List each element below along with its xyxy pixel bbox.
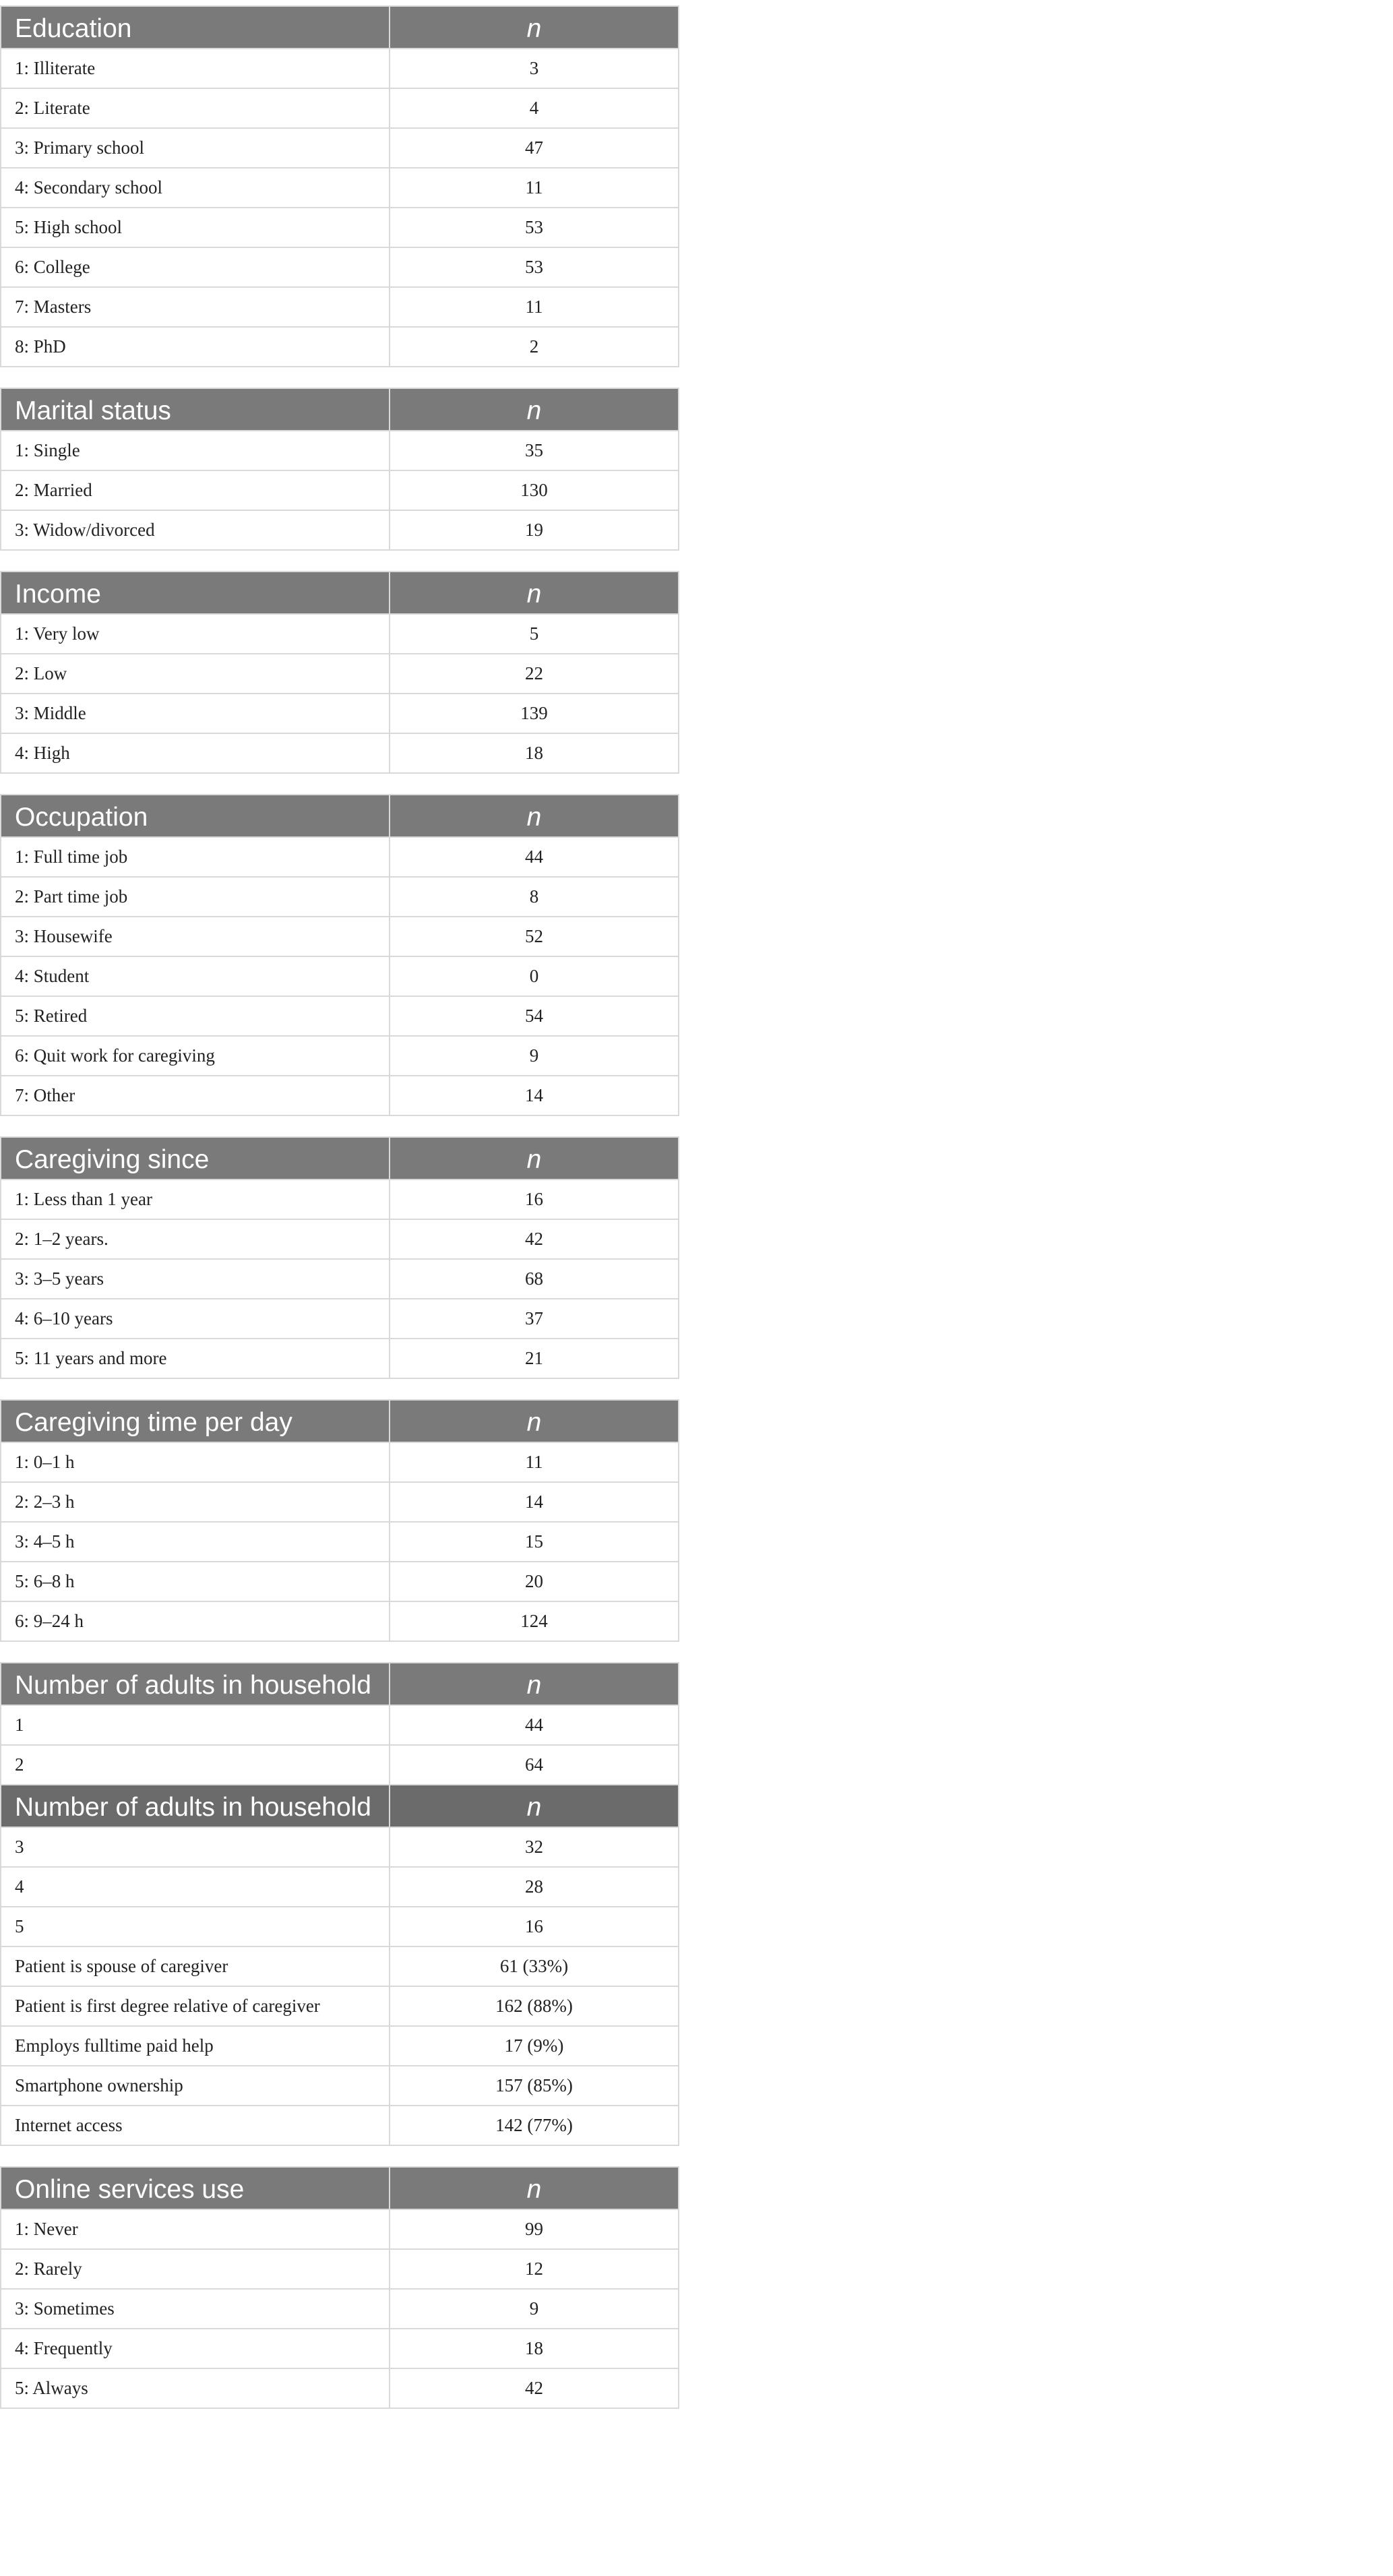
row-label: 5: Retired (1, 996, 390, 1036)
table-row (1, 2249, 679, 2289)
row-value: 8 (390, 877, 679, 917)
row-value: 17 (9%) (390, 2026, 679, 2066)
row-value: 5 (390, 614, 679, 654)
row-label: Internet access (1, 2106, 390, 2145)
column-header-n: n (390, 572, 679, 614)
row-value: 18 (390, 733, 679, 773)
table-header-row (1, 1400, 679, 1442)
table-row (1, 2289, 679, 2329)
table-header-row (1, 572, 679, 614)
table-row (1, 247, 679, 287)
row-value: 4 (390, 88, 679, 128)
data-table (0, 2166, 679, 2409)
column-header-n: n (390, 1785, 679, 1827)
row-label: 1: Single (1, 431, 390, 470)
column-header-n: n (390, 388, 679, 431)
column-header-label: Income (1, 572, 390, 614)
table-row (1, 2209, 679, 2249)
table-row (1, 996, 679, 1036)
row-value: 162 (88%) (390, 1986, 679, 2026)
row-label: 1: Illiterate (1, 49, 390, 88)
row-label: 1: 0–1 h (1, 1442, 390, 1482)
column-header-label: Marital status (1, 388, 390, 431)
row-label: 2: Low (1, 654, 390, 694)
row-label: Patient is spouse of caregiver (1, 1946, 390, 1986)
table-row (1, 1036, 679, 1076)
row-label: 1: Less than 1 year (1, 1179, 390, 1219)
row-value: 16 (390, 1907, 679, 1946)
column-header-n: n (390, 6, 679, 49)
column-header-n: n (390, 1663, 679, 1705)
row-value: 14 (390, 1076, 679, 1115)
row-value: 14 (390, 1482, 679, 1522)
table-row (1, 1482, 679, 1522)
row-value: 64 (390, 1745, 679, 1785)
row-value: 52 (390, 917, 679, 956)
row-label: 2: Married (1, 470, 390, 510)
table-row (1, 694, 679, 733)
table-row (1, 2368, 679, 2408)
row-label: 3: 3–5 years (1, 1259, 390, 1299)
row-label: 2: 2–3 h (1, 1482, 390, 1522)
row-label: 5 (1, 1907, 390, 1946)
table-row (1, 327, 679, 367)
row-label: 2: Literate (1, 88, 390, 128)
row-value: 11 (390, 1442, 679, 1482)
row-value: 42 (390, 1219, 679, 1259)
row-label: 1: Very low (1, 614, 390, 654)
demographics-tables (0, 5, 678, 2429)
row-value: 130 (390, 470, 679, 510)
row-value: 0 (390, 956, 679, 996)
table-header-row (1, 1137, 679, 1179)
row-value: 142 (77%) (390, 2106, 679, 2145)
column-header-n: n (390, 1137, 679, 1179)
table-header-row (1, 1785, 679, 1827)
row-value: 68 (390, 1259, 679, 1299)
table-row (1, 1522, 679, 1562)
row-value: 47 (390, 128, 679, 168)
column-header-n: n (390, 1400, 679, 1442)
row-label: 4: Student (1, 956, 390, 996)
table-row (1, 1986, 679, 2026)
table-row (1, 88, 679, 128)
row-label: 5: 11 years and more (1, 1339, 390, 1378)
row-label: 3: Middle (1, 694, 390, 733)
row-label: 7: Other (1, 1076, 390, 1115)
table-row (1, 654, 679, 694)
data-table (0, 571, 679, 774)
table-row (1, 877, 679, 917)
table-row (1, 956, 679, 996)
column-header-label: Number of adults in household (1, 1785, 390, 1827)
row-label: 4 (1, 1867, 390, 1907)
column-header-label: Online services use (1, 2167, 390, 2209)
table-row (1, 1907, 679, 1946)
table-row (1, 2106, 679, 2145)
table-row (1, 1219, 679, 1259)
row-label: 3: Primary school (1, 128, 390, 168)
table-row (1, 128, 679, 168)
row-value: 2 (390, 327, 679, 367)
row-value: 44 (390, 837, 679, 877)
row-value: 20 (390, 1562, 679, 1601)
row-value: 18 (390, 2329, 679, 2368)
row-value: 16 (390, 1179, 679, 1219)
table-header-row (1, 1663, 679, 1705)
table-row (1, 1946, 679, 1986)
column-header-label: Caregiving since (1, 1137, 390, 1179)
row-label: 3 (1, 1827, 390, 1867)
column-header-label: Number of adults in household (1, 1663, 390, 1705)
row-value: 35 (390, 431, 679, 470)
table-row (1, 1601, 679, 1641)
row-value: 124 (390, 1601, 679, 1641)
row-value: 53 (390, 208, 679, 247)
table-row (1, 1442, 679, 1482)
row-value: 21 (390, 1339, 679, 1378)
column-header-label: Education (1, 6, 390, 49)
table-row (1, 1299, 679, 1339)
data-table (0, 1662, 679, 2146)
row-label: 4: 6–10 years (1, 1299, 390, 1339)
table-row (1, 1705, 679, 1745)
column-header-label: Occupation (1, 795, 390, 837)
row-label: 4: Secondary school (1, 168, 390, 208)
row-label: 2: 1–2 years. (1, 1219, 390, 1259)
row-value: 32 (390, 1827, 679, 1867)
data-table (0, 5, 679, 367)
table-header-row (1, 2167, 679, 2209)
row-value: 28 (390, 1867, 679, 1907)
table-row (1, 1259, 679, 1299)
row-label: 7: Masters (1, 287, 390, 327)
row-label: 2: Part time job (1, 877, 390, 917)
table-row (1, 49, 679, 88)
table-row (1, 917, 679, 956)
row-label: 3: Widow/divorced (1, 510, 390, 550)
table-header-row (1, 795, 679, 837)
row-label: 2 (1, 1745, 390, 1785)
row-label: 5: 6–8 h (1, 1562, 390, 1601)
row-value: 37 (390, 1299, 679, 1339)
table-header-row (1, 6, 679, 49)
row-label: 4: Frequently (1, 2329, 390, 2368)
row-value: 15 (390, 1522, 679, 1562)
table-row (1, 614, 679, 654)
row-value: 12 (390, 2249, 679, 2289)
row-label: 5: High school (1, 208, 390, 247)
row-value: 157 (85%) (390, 2066, 679, 2106)
row-value: 9 (390, 2289, 679, 2329)
row-value: 9 (390, 1036, 679, 1076)
data-table (0, 388, 679, 551)
table-row (1, 1745, 679, 1785)
row-value: 44 (390, 1705, 679, 1745)
row-value: 19 (390, 510, 679, 550)
table-row (1, 1562, 679, 1601)
table-row (1, 837, 679, 877)
table-row (1, 1867, 679, 1907)
table-row (1, 733, 679, 773)
row-label: 1 (1, 1705, 390, 1745)
column-header-n: n (390, 795, 679, 837)
row-value: 61 (33%) (390, 1946, 679, 1986)
table-row (1, 2066, 679, 2106)
row-value: 53 (390, 247, 679, 287)
table-row (1, 2026, 679, 2066)
row-label: Employs fulltime paid help (1, 2026, 390, 2066)
row-label: 8: PhD (1, 327, 390, 367)
row-label: 3: 4–5 h (1, 1522, 390, 1562)
row-label: 4: High (1, 733, 390, 773)
row-value: 139 (390, 694, 679, 733)
row-value: 42 (390, 2368, 679, 2408)
table-row (1, 431, 679, 470)
row-label: 1: Never (1, 2209, 390, 2249)
row-label: 2: Rarely (1, 2249, 390, 2289)
column-header-label: Caregiving time per day (1, 1400, 390, 1442)
row-label: 3: Housewife (1, 917, 390, 956)
table-row (1, 2329, 679, 2368)
table-header-row (1, 388, 679, 431)
row-label: 1: Full time job (1, 837, 390, 877)
row-label: 6: 9–24 h (1, 1601, 390, 1641)
table-row (1, 1339, 679, 1378)
row-label: 5: Always (1, 2368, 390, 2408)
row-label: 3: Sometimes (1, 2289, 390, 2329)
table-row (1, 470, 679, 510)
table-row (1, 510, 679, 550)
table-row (1, 287, 679, 327)
table-row (1, 168, 679, 208)
row-value: 11 (390, 287, 679, 327)
row-label: Patient is first degree relative of caregiver (1, 1986, 390, 2026)
column-header-n: n (390, 2167, 679, 2209)
row-label: 6: College (1, 247, 390, 287)
data-table (0, 794, 679, 1116)
row-value: 54 (390, 996, 679, 1036)
data-table (0, 1399, 679, 1642)
row-label: 6: Quit work for caregiving (1, 1036, 390, 1076)
row-value: 11 (390, 168, 679, 208)
row-value: 99 (390, 2209, 679, 2249)
data-table (0, 1136, 679, 1379)
row-value: 22 (390, 654, 679, 694)
table-row (1, 1179, 679, 1219)
table-row (1, 208, 679, 247)
row-value: 3 (390, 49, 679, 88)
row-label: Smartphone ownership (1, 2066, 390, 2106)
table-row (1, 1076, 679, 1115)
table-row (1, 1827, 679, 1867)
